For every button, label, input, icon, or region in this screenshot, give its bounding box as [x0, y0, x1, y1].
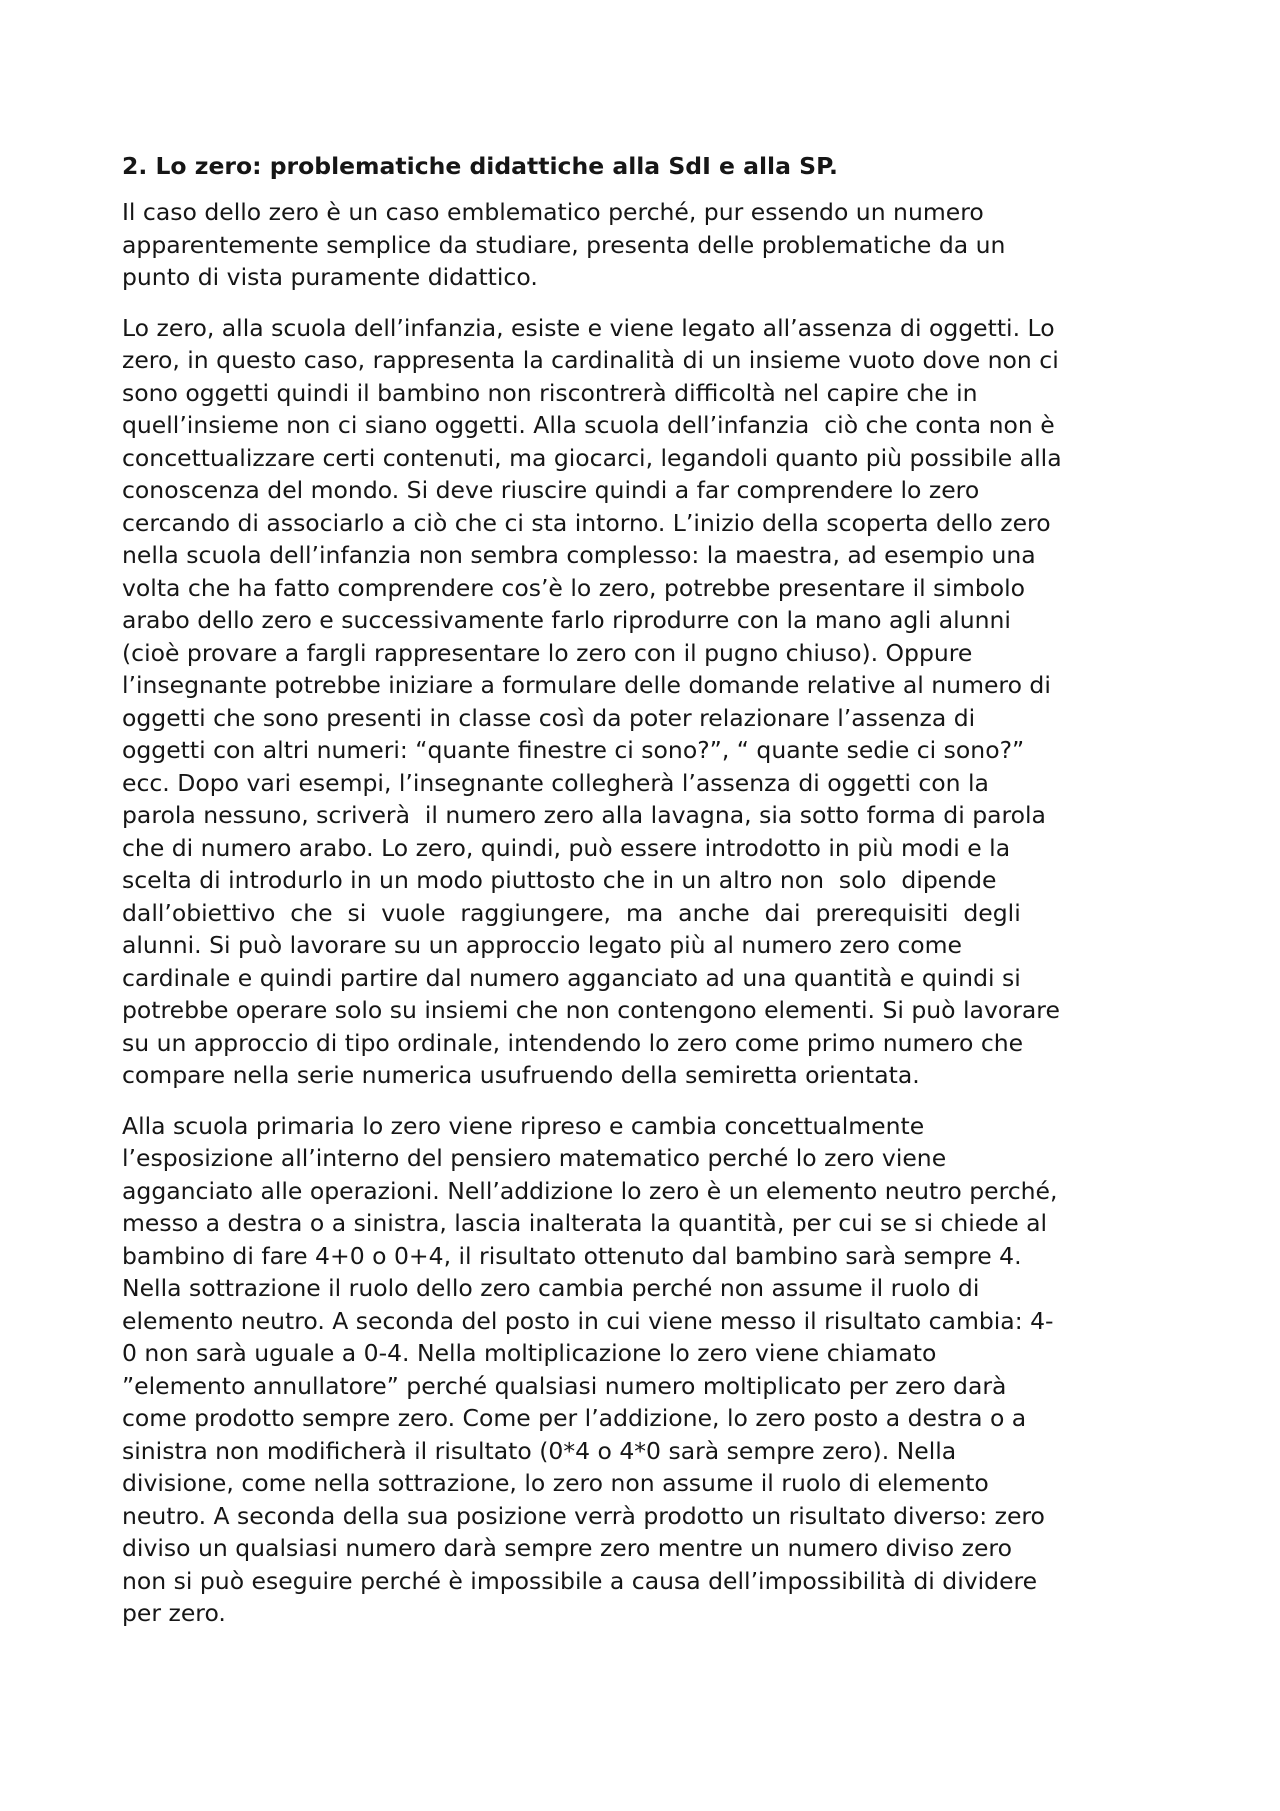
paragraph-line: su un approccio di tipo ordinale, intendendo lo zero come primo numero che — [122, 1028, 1024, 1057]
paragraph-line: Il caso dello zero è un caso emblematico perché, pur essendo un numero — [122, 198, 984, 226]
section-heading: 2. Lo zero: problematiche didattiche alla SdI e alla SP. — [122, 152, 838, 180]
paragraph-line: oggetti con altri numeri: “quante finestre ci sono?”, “ quante sedie ci sono?” — [122, 736, 1025, 764]
paragraph-line: neutro. A seconda della sua posizione verrà prodotto un risultato diverso: zero — [122, 1501, 1045, 1530]
paragraph-line: l’esposizione all’interno del pensiero matematico perché lo zero viene — [122, 1144, 947, 1172]
paragraph-line: agganciato alle operazioni. Nell’addizione lo zero è un elemento neutro perché, — [122, 1176, 1058, 1205]
paragraph-line: ”elemento annullatore” perché qualsiasi numero moltiplicato per zero darà — [122, 1371, 1007, 1400]
paragraph-line: Lo zero, alla scuola dell’infanzia, esiste e viene legato all’assenza di oggetti. Lo — [122, 313, 1055, 342]
paragraph-line: compare nella serie numerica usufruendo della semiretta orientata. — [122, 1061, 920, 1089]
paragraph-line: dall’obiettivo che si vuole raggiungere, ma anche dai prerequisiti degli — [122, 898, 1021, 927]
document-body — [122, 150, 1172, 1648]
paragraph-line: bambino di fare 4+0 o 0+4, il risultato ottenuto dal bambino sarà sempre 4. — [122, 1241, 1022, 1270]
paragraph-line: volta che ha fatto comprendere cos’è lo zero, potrebbe presentare il simbolo — [122, 573, 1026, 602]
paragraph — [122, 196, 1172, 294]
paragraph-line: l’insegnante potrebbe iniziare a formulare delle domande relative al numero di — [122, 671, 1051, 699]
paragraph-line: apparentemente semplice da studiare, presenta delle problematiche da un — [122, 230, 1006, 259]
paragraph-line: cercando di associarlo a ciò che ci sta intorno. L’inizio della scoperta dello zero — [122, 508, 1051, 537]
paragraph-line: sinistra non modificherà il risultato (0*4 o 4*0 sarà sempre zero). Nella — [122, 1436, 957, 1465]
paragraph-line: punto di vista puramente didattico. — [122, 263, 538, 291]
paragraph-line: elemento neutro. A seconda del posto in cui viene messo il risultato cambia: 4- — [122, 1306, 1054, 1335]
paragraph-line: parola nessuno, scriverà il numero zero alla lavagna, sia sotto forma di parola — [122, 801, 1046, 829]
paragraph-line: che di numero arabo. Lo zero, quindi, può essere introdotto in più modi e la — [122, 833, 1011, 862]
paragraph-line: 0 non sarà uguale a 0-4. Nella moltiplicazione lo zero viene chiamato — [122, 1339, 937, 1367]
paragraph-line: come prodotto sempre zero. Come per l’addizione, lo zero posto a destra o a — [122, 1404, 1027, 1432]
paragraph-line: ecc. Dopo vari esempi, l’insegnante collegherà l’assenza di oggetti con la — [122, 768, 989, 797]
paragraph-line: messo a destra o a sinistra, lascia inalterata la quantità, per cui se si chiede al — [122, 1209, 1048, 1237]
paragraph-line: oggetti che sono presenti in classe così da poter relazionare l’assenza di — [122, 703, 976, 732]
paragraph-line: sono oggetti quindi il bambino non riscontrerà difficoltà nel capire che in — [122, 378, 978, 407]
paragraph-line: diviso un qualsiasi numero darà sempre zero mentre un numero diviso zero — [122, 1534, 1012, 1562]
paragraph-line: per zero. — [122, 1599, 226, 1627]
paragraph-line: potrebbe operare solo su insiemi che non contengono elementi. Si può lavorare — [122, 996, 1060, 1024]
paragraphs-container — [122, 196, 1172, 1630]
paragraph-line: Nella sottrazione il ruolo dello zero cambia perché non assume il ruolo di — [122, 1274, 980, 1302]
paragraph-line: concettualizzare certi contenuti, ma giocarci, legandoli quanto più possibile alla — [122, 443, 1062, 472]
paragraph-line: quell’insieme non ci siano oggetti. Alla scuola dell’infanzia ciò che conta non è — [122, 411, 1055, 439]
paragraph-line: Alla scuola primaria lo zero viene ripreso e cambia concettualmente — [122, 1111, 925, 1140]
paragraph-line: conoscenza del mondo. Si deve riuscire quindi a far comprendere lo zero — [122, 476, 980, 504]
paragraph-line: (cioè provare a fargli rappresentare lo zero con il pugno chiuso). Oppure — [122, 638, 973, 667]
paragraph-line: divisione, come nella sottrazione, lo zero non assume il ruolo di elemento — [122, 1469, 989, 1497]
paragraph-line: nella scuola dell’infanzia non sembra complesso: la maestra, ad esempio una — [122, 541, 1036, 569]
paragraph — [122, 1110, 1172, 1630]
paragraph-line: zero, in questo caso, rappresenta la cardinalità di un insieme vuoto dove non ci — [122, 346, 1059, 374]
paragraph-line: scelta di introdurlo in un modo piuttosto che in un altro non solo dipende — [122, 866, 997, 894]
paragraph-line: arabo dello zero e successivamente farlo riprodurre con la mano agli alunni — [122, 606, 1011, 634]
paragraph — [122, 312, 1172, 1092]
paragraph-line: alunni. Si può lavorare su un approccio legato più al numero zero come — [122, 931, 962, 959]
paragraph-line: non si può eseguire perché è impossibile a causa dell’impossibilità di dividere — [122, 1566, 1038, 1595]
paragraph-line: cardinale e quindi partire dal numero agganciato ad una quantità e quindi si — [122, 963, 1021, 992]
